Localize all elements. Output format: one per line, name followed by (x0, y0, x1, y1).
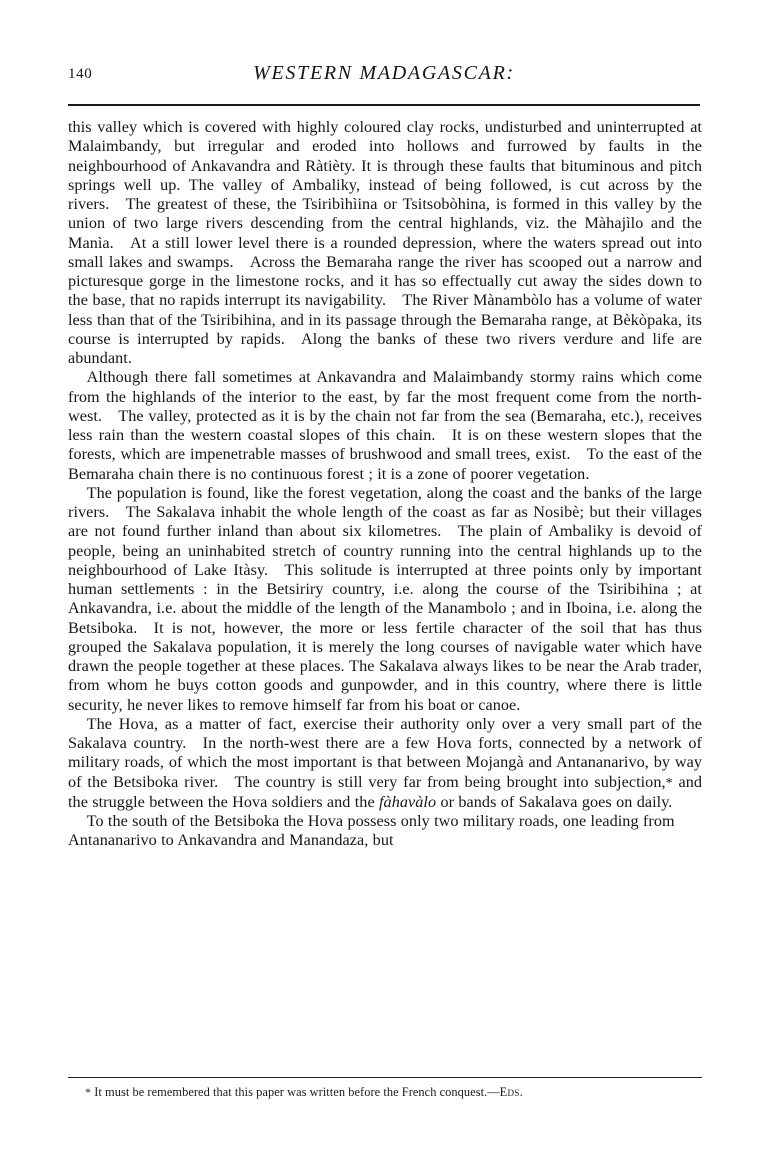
paragraph-5: To the south of the Betsiboka the Hova possess only two military roads, one leading from Antananarivo to Ankavandra and Manandaza, but (68, 812, 675, 850)
footnote-rule (68, 1077, 702, 1078)
hova-text-before-note: The Hova, as a matter of fact, exercise their authority only over a very small part of the Sakalava country. In the north-west there are a few Hova forts, connected by a network of military roads, of which the most important is that between Mojangà and Antananarivo, by way of the Betsiboka river. The country is still very far from being brought into subjection, (68, 714, 702, 791)
footnote-marker: * (85, 1085, 92, 1099)
footnote (85, 1085, 697, 1100)
paragraph-3: The population is found, like the forest vegetation, along the coast and the banks of the large rivers. The Sakalava inhabit the whole length of the coast as far as Nosibè; but their villages are not found further inland than about six kilometres. The plain of Ambaliky is devoid of people, being an uninhabited stretch of country running into the central highlands up to the neighbourhood of Lake Itàsy. This solitude is interrupted at three points only by important human settlements : in the Betsiriry country, i.e. along the course of the Tsiribihina ; at Ankavandra, i.e. about the middle of the length of the Manambolo ; and in Iboina, i.e. along the Betsiboka. It is not, however, the more or less fertile character of the soil that has thus grouped the Sakalava population, it is merely the long courses of navigable water which have drawn the people together at these places. The Sakalava always likes to be near the Arab trader, from whom he buys cotton goods and gunpowder, and in this country, where there is little security, he never likes to remove himself far from his boat or canoe. (68, 483, 702, 714)
footnote-reference-marker: * (665, 775, 673, 791)
paragraph-1: this valley which is covered with highly coloured clay rocks, undisturbed and uninterrupted at Malaimbandy, but irregular and eroded into hollows and furrowed by faults in the neighbourhood of Ankavandra and Ràtièty. It is through these faults that bituminous and pitch springs well up. The valley of Ambaliky, instead of being followed, is cut across by the rivers. The greatest of these, the Tsiribìhìina or Tsitsobòhina, is formed in this valley by the union of two large rivers descending from the central highlands, viz. the Màhajìlo and the Manìa. At a still lower level there is a rounded depression, where the waters spread out into small lakes and swamps. Across the Bemaraha range the river has scooped out a narrow and picturesque gorge in the limestone rocks, and it has so effectually cut away the sides down to the base, that no rapids interrupt its navigability. The River Mànambòlo has a volume of water less than that of the Tsiribihina, and in its passage through the Bemaraha range, at Bèkòpaka, its course is interrupted by rapids. Along the banks of these two rivers verdure and life are abundant. (68, 118, 702, 367)
header-rule (68, 104, 700, 106)
page-folio-number: 140 (68, 66, 93, 82)
footnote-text: It must be remembered that this paper was written before the French conquest.— (94, 1085, 500, 1099)
paragraph-4-hova (68, 715, 702, 812)
running-head (68, 62, 700, 92)
paragraph-2: Although there fall sometimes at Ankavandra and Malaimbandy stormy rains which come from the highlands of the interior to the east, by far the most frequent come from the north-west. The valley, protected as it is by the chain not far from the sea (Bemaraha, etc.), receives less rain than the western coastal slopes of this chain. It is on these western slopes that the forests, which are impenetrable masses of brushwood and small trees, exist. To the east of the Bemaraha chain there is no continuous forest ; it is a zone of poorer vegetation. (68, 368, 702, 483)
body-text-block (68, 118, 702, 851)
hova-text-after-note: and the struggle between the Hova soldiers and the (68, 772, 703, 811)
hova-text-tail: or bands of Sakalava goes on daily. (436, 792, 673, 811)
footnote-signature: Eds. (499, 1085, 524, 1099)
italic-term-fahavalo: fàhavàlo (379, 792, 437, 811)
running-head-title: WESTERN MADAGASCAR: (253, 62, 515, 84)
